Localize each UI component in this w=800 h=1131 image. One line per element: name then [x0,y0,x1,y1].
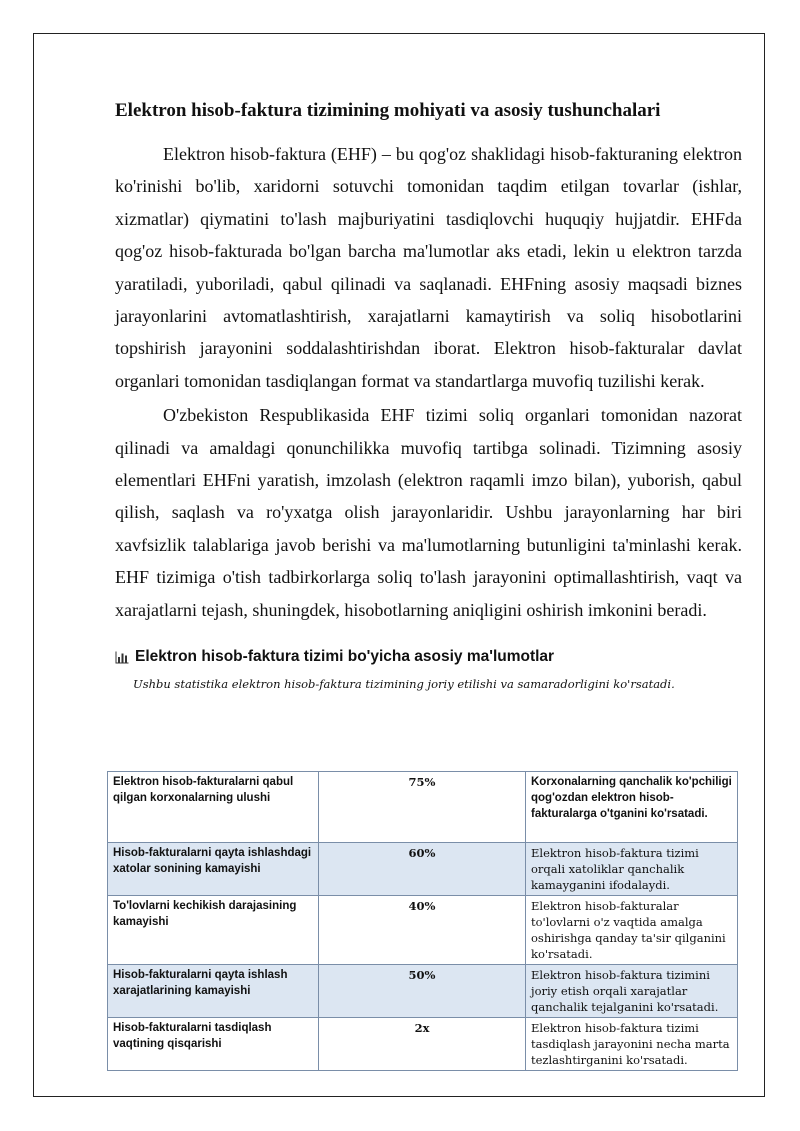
paragraph-1: Elektron hisob-faktura (EHF) – bu qog'oz shaklidagi hisob-fakturaning elektron ko'rinishi bo'lib, xaridorni sotuvchi tomonidan taqdim etilgan tovarlar (ishlar, xizmatlar) qiymatini to'lash majburiyatini tasdiqlovchi huquqiy hujjatdir. EHFda qog'oz hisob-fakturada bo'lgan barcha ma'lumotlar aks etadi, lekin u elektron tarzda yaratiladi, yuboriladi, qabul qilinadi va saqlanadi. EHFning asosiy maqsadi biznes jarayonlarini avtomatlashtirish, xarajatlarni kamaytirish va soliq hisobotlarini topshirish jarayonini soddalashtirishdan iborat. Elektron hisob-fakturalar davlat organlari tomonidan tasdiqlangan format va standartlarga muvofiq tuzilishi kerak. [115,144,742,391]
paragraph-2: O'zbekiston Respublikasida EHF tizimi soliq organlari tomonidan nazorat qilinadi va amaldagi qonunchilikka muvofiq tartibga solinadi. Tizimning asosiy elementlari EHFni yaratish, imzolash (elektron raqamli imzo bilan), yuborish, qabul qilish, saqlash va ro'yxatga olish jarayonlaridir. Ushbu jarayonlarning har biri xavfsizlik talablariga javob berishi va ma'lumotlarning butunligini ta'minlashi kerak. EHF tizimiga o'tish tadbirkorlarga soliq to'lash jarayonini optimallashtirish, vaqt va xarajatlarni tejash, shuningdek, hisobotlarning aniqligini oshirish imkonini beradi. [115,405,742,620]
row-label: To'lovlarni kechikish darajasining kamayishi [108,896,319,965]
row-value: 50% [319,965,526,1018]
row-description: Elektron hisob-fakturalar to'lovlarni o'z vaqtida amalga oshirishga qanday ta'sir qilganini ko'rsatadi. [526,896,738,965]
row-description: Elektron hisob-faktura tizimi tasdiqlash jarayonini necha marta tezlashtirganini ko'rsatadi. [526,1018,738,1071]
stats-table [107,771,738,1071]
section-title-text: Elektron hisob-faktura tizimi bo'yicha asosiy ma'lumotlar [135,648,555,666]
row-description: Korxonalarning qanchalik ko'pchiligi qog'ozdan elektron hisob-fakturalarga o'tganini ko'rsatadi. [526,772,738,843]
document-body [115,96,742,693]
table-row [108,843,738,896]
row-label: Elektron hisob-fakturalarni qabul qilgan korxonalarning ulushi [108,772,319,843]
bar-chart-icon [115,651,129,664]
stats-section-title [115,648,742,666]
row-value: 2x [319,1018,526,1071]
table-row [108,772,738,843]
row-value: 75% [319,772,526,843]
row-label: Hisob-fakturalarni tasdiqlash vaqtining qisqarishi [108,1018,319,1071]
row-label: Hisob-fakturalarni qayta ishlash xarajatlarining kamayishi [108,965,319,1018]
table-row [108,965,738,1018]
row-description: Elektron hisob-faktura tizimi orqali xatoliklar qanchalik kamayganini ifodalaydi. [526,843,738,896]
row-value: 60% [319,843,526,896]
stats-subtitle: Ushbu statistika elektron hisob-faktura tizimining joriy etilishi va samaradorligini ko'rsatadi. [133,677,675,692]
row-label: Hisob-fakturalarni qayta ishlashdagi xatolar sonining kamayishi [108,843,319,896]
document-heading: Elektron hisob-faktura tizimining mohiyati va asosiy tushunchalari [115,100,661,121]
row-description: Elektron hisob-faktura tizimini joriy etish orqali xarajatlar qanchalik tejalganini ko'rsatadi. [526,965,738,1018]
table-row [108,896,738,965]
row-value: 40% [319,896,526,965]
table-row [108,1018,738,1071]
